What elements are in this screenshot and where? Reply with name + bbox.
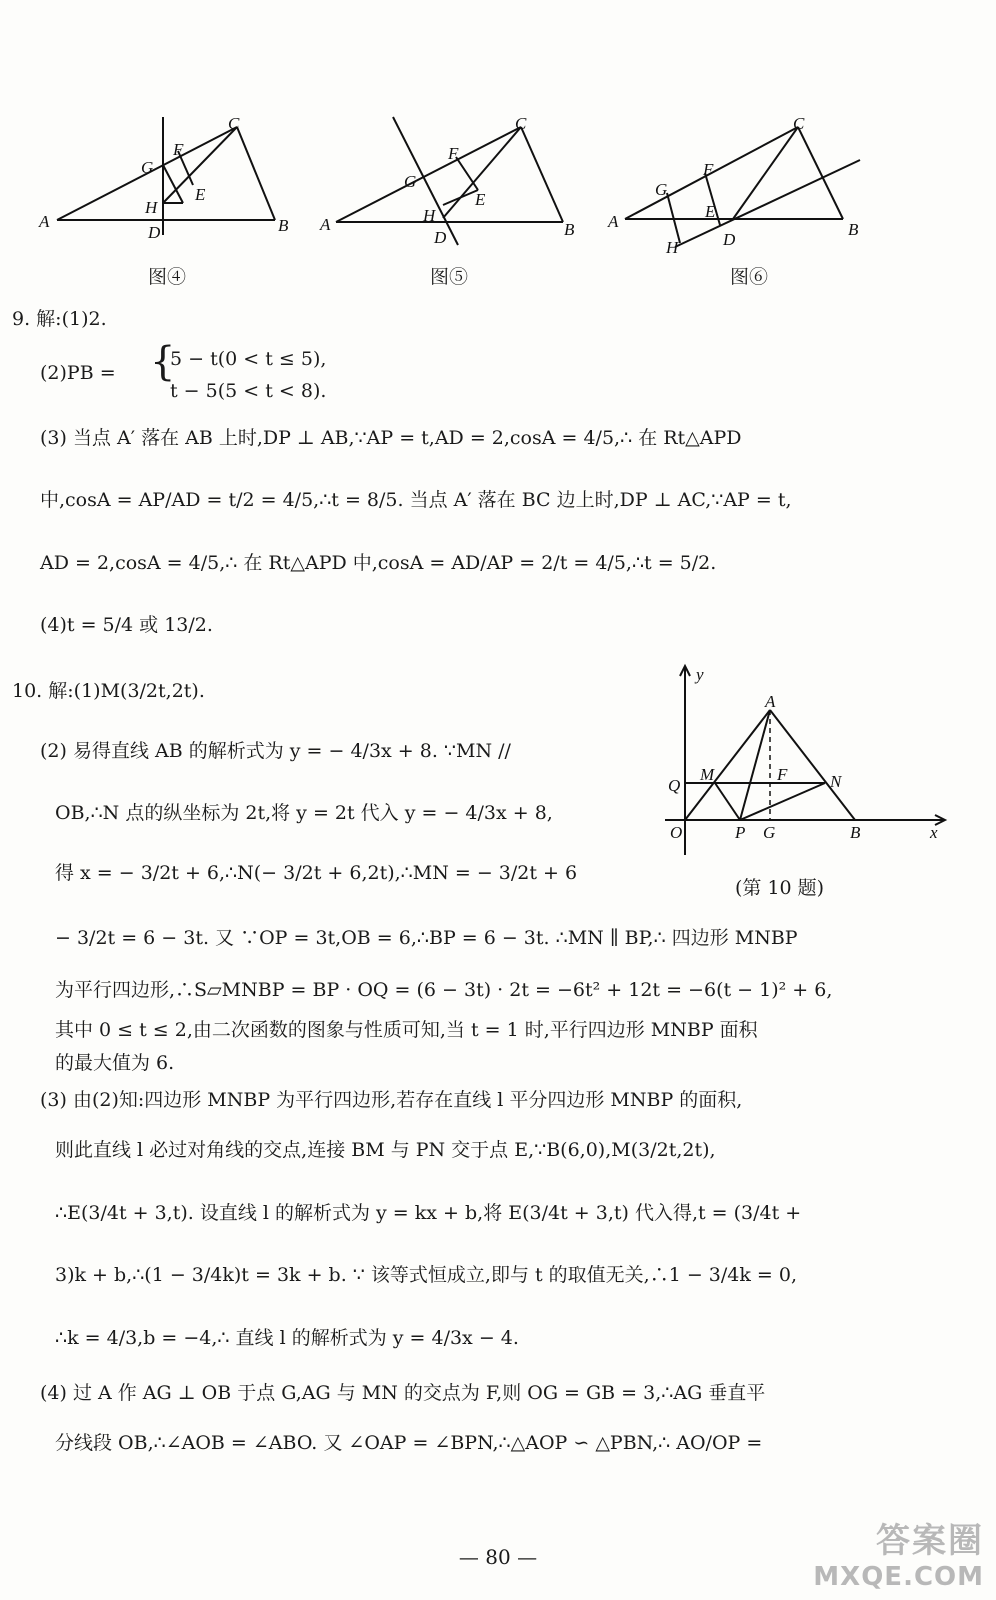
q10-line-9: (3) 由(2)知:四边形 MNBP 为平行四边形,若存在直线 l 平分四边形 MNBP 的面积, [40,1089,743,1111]
q10-line-15: 分线段 OB,∴∠AOB = ∠ABO. 又 ∠OAP = ∠BPN,∴△AOP ∽ △PBN,∴ AO/OP = [55,1432,763,1454]
q10-line-10: 则此直线 l 必过对角线的交点,连接 BM 与 PN 交于点 E,∵B(6,0),M(3/2t,2t), [55,1139,716,1161]
figure-5 [318,105,588,255]
label-D: D [723,230,736,249]
label-D: D [148,223,161,242]
figure-4-caption: 图④ [148,266,187,288]
q10-line-14: (4) 过 A 作 AG ⊥ OB 于点 G,AG 与 MN 的交点为 F,则 OG = GB = 3,∴AG 垂直平 [40,1382,766,1404]
label-H: H [145,198,158,217]
label-E: E [475,190,486,209]
label-A: A [39,212,50,231]
label-N: N [830,772,842,791]
figure-4 [35,105,300,255]
q9-line-3: (3) 当点 A′ 落在 AB 上时,DP ⊥ AB,∵AP = t,AD = 2,cosA = 4/5,∴ 在 Rt△APD [40,427,742,449]
label-B: B [564,220,575,239]
label-C: C [228,114,240,133]
q9-case-1: 5 − t(0 < t ≤ 5), [170,348,327,370]
q10-line-4: 得 x = − 3/2t + 6,∴N(− 3/2t + 6,2t),∴MN = − 3/2t + 6 [55,862,578,884]
label-D: D [434,228,447,247]
label-C: C [793,114,805,133]
q9-line-1: 9. 解:(1)2. [12,308,107,330]
axis-x-label: x [930,823,938,842]
label-E: E [195,185,206,204]
label-G: G [763,823,776,842]
label-H: H [423,206,436,225]
q10-line-2: (2) 易得直线 AB 的解析式为 y = − 4/3x + 8. ∵MN // [40,740,511,762]
label-A: A [765,692,776,711]
q9-line-4: 中,cosA = AP/AD = t/2 = 4/5,∴t = 8/5. 当点 A′ 落在 BC 边上时,DP ⊥ AC,∵AP = t, [40,489,792,511]
figure-10-caption: (第 10 题) [735,877,825,899]
label-G: G [404,172,417,191]
label-F: F [777,765,788,784]
q10-line-8: 的最大值为 6. [55,1052,175,1074]
q10-line-1: 10. 解:(1)M(3/2t,2t). [12,680,205,702]
label-G: G [141,158,154,177]
figure-6-caption: 图⑥ [730,266,769,288]
page-number: — 80 — [458,1545,538,1569]
label-A: A [608,212,619,231]
watermark [813,1513,984,1592]
label-F: F [448,144,459,163]
label-C: C [515,114,527,133]
label-F: F [173,140,184,159]
q10-line-7: 其中 0 ≤ t ≤ 2,由二次函数的图象与性质可知,当 t = 1 时,平行四边形 MNBP 面积 [55,1019,758,1041]
q10-line-3: OB,∴N 点的纵坐标为 2t,将 y = 2t 代入 y = − 4/3x + 8, [55,802,553,824]
label-M: M [700,765,715,784]
figure-5-caption: 图⑤ [430,266,469,288]
q10-line-6: 为平行四边形,∴S▱MNBP = BP · OQ = (6 − 3t) · 2t = −6t² + 12t = −6(t − 1)² + 6, [55,979,833,1001]
watermark-line-1: 答案圈 [876,1521,984,1561]
label-G: G [655,180,668,199]
q10-line-5: − 3/2t = 6 − 3t. 又 ∵OP = 3t,OB = 6,∴BP = 6 − 3t. ∴MN ∥ BP,∴ 四边形 MNBP [55,927,798,949]
q10-line-11: ∴E(3/4t + 3,t). 设直线 l 的解析式为 y = kx + b,将 E(3/4t + 3,t) 代入得,t = (3/4t + [55,1202,802,1224]
figure-10 [660,660,960,870]
watermark-line-2: MXQE.COM [813,1562,984,1592]
label-B: B [848,220,859,239]
label-H: H [666,238,679,255]
figure-6 [605,105,875,255]
axis-y-label: y [696,665,704,684]
label-P: P [735,823,746,842]
q9-case-2: t − 5(5 < t < 8). [170,380,327,402]
q10-line-13: ∴k = 4/3,b = −4,∴ 直线 l 的解析式为 y = 4/3x − 4. [55,1327,519,1349]
q10-line-12: 3)k + b,∴(1 − 3/4k)t = 3k + b. ∵ 该等式恒成立,即与 t 的取值无关,∴1 − 3/4k = 0, [55,1264,798,1286]
label-B: B [850,823,861,842]
label-A: A [320,215,331,234]
label-B: B [278,216,289,235]
label-F: F [703,160,714,179]
label-E: E [705,202,716,221]
label-O: O [670,823,683,842]
q9-line-5: AD = 2,cosA = 4/5,∴ 在 Rt△APD 中,cosA = AD/AP = 2/t = 4/5,∴t = 5/2. [40,552,717,574]
q9-line-2-prefix: (2)PB = [40,362,116,384]
label-Q: Q [668,776,681,795]
q9-brace: { [150,339,176,385]
q9-line-6: (4)t = 5/4 或 13/2. [40,614,213,636]
